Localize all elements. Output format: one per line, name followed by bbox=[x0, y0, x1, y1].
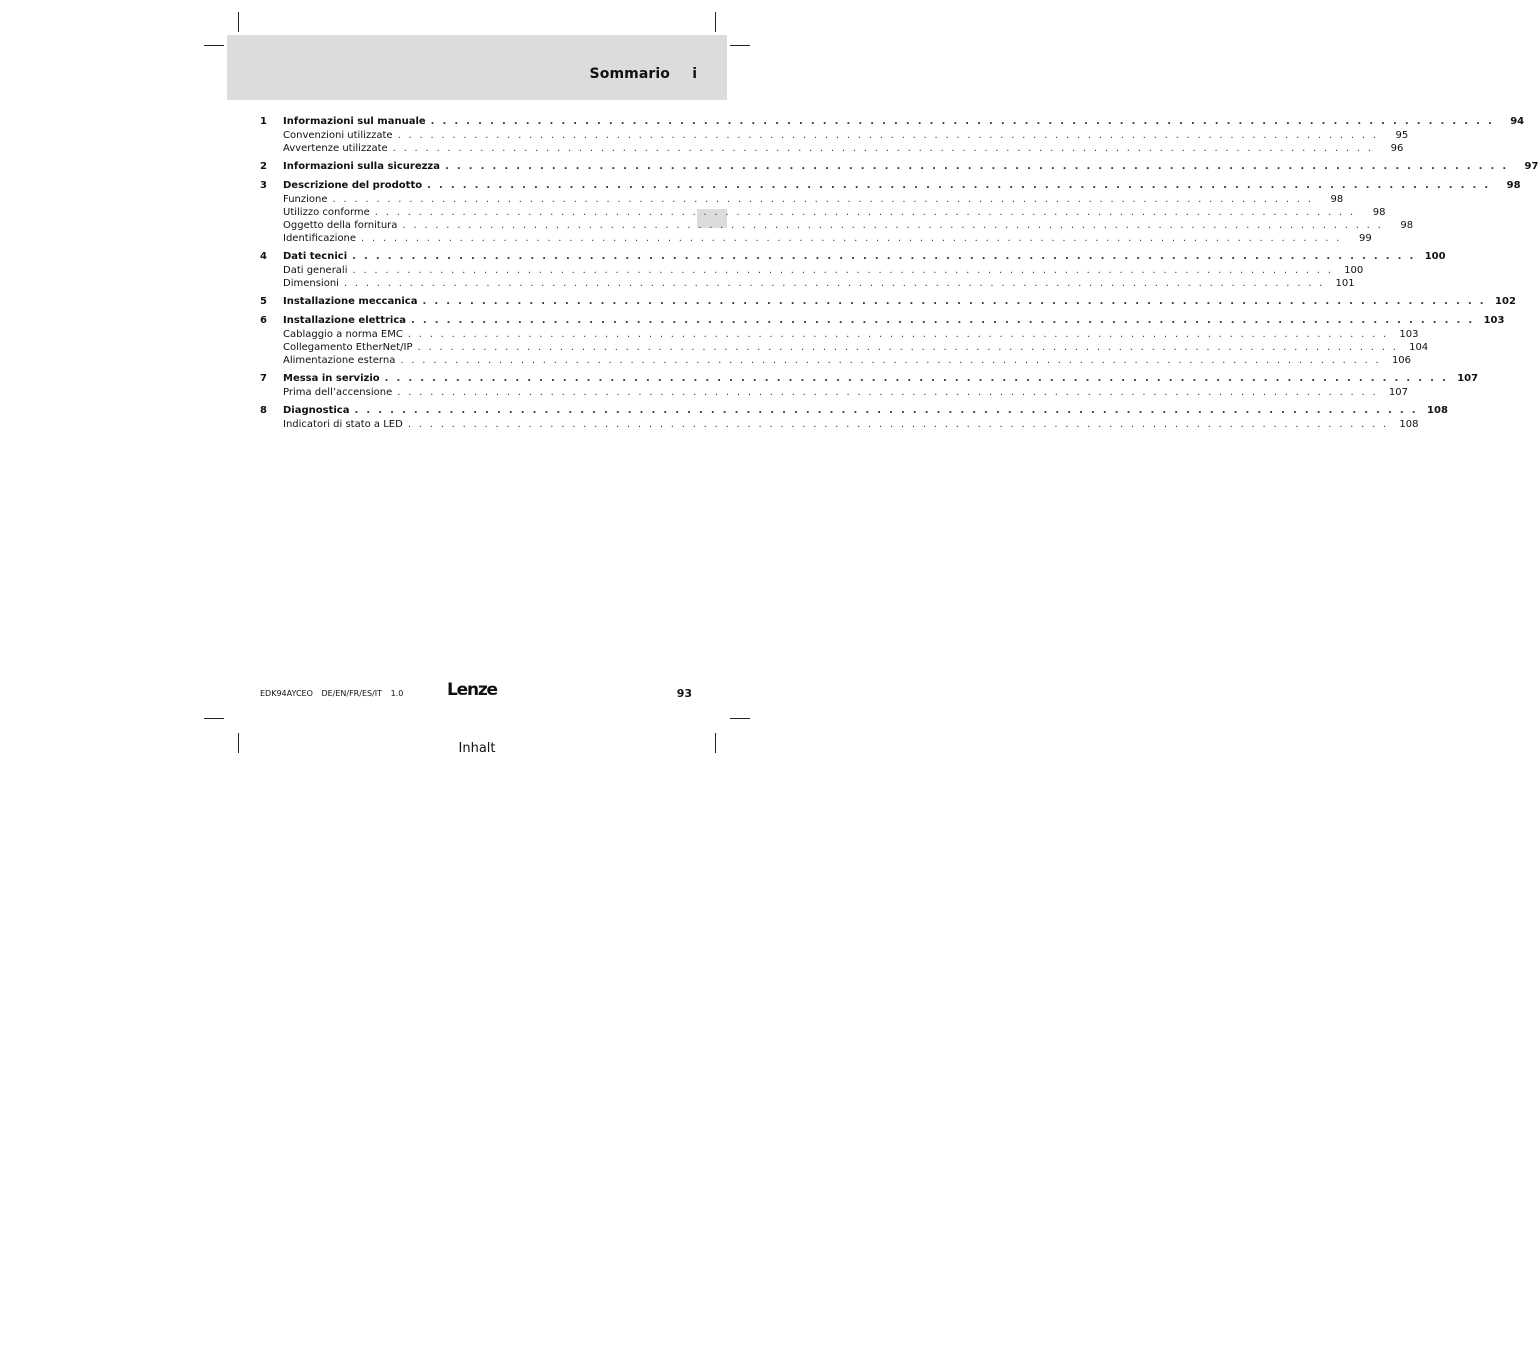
toc-entry-row[interactable] bbox=[260, 277, 1355, 290]
toc-title: Indicatori di stato a LED bbox=[283, 419, 403, 430]
dot-leader: . . . . . . . . . . . . . . . . . . . . . . . . . . . . . . . . . . . . . . . . . . . . . . . . . . . . . . . . . . . . . . . . . . . . . . . . . . . . . . . . . . . . . . . . . . bbox=[332, 194, 1314, 205]
toc-page: 106 bbox=[1391, 355, 1412, 366]
toc-chapter-row[interactable] bbox=[260, 294, 1516, 309]
doc-version: 1.0 bbox=[390, 689, 404, 698]
toc-entry-row[interactable] bbox=[260, 264, 1364, 277]
toc-page: 108 bbox=[1427, 405, 1448, 416]
toc-entry-row[interactable] bbox=[260, 142, 1404, 155]
dot-leader: . . . . . . . . . . . . . . . . . . . . . . . . . . . . . . . . . . . . . . . . . . . . . . . . . . . . . . . . . . . . . . . . . . . . . . . . . . . . . . . . . . . . . . . . . . bbox=[374, 207, 1356, 218]
toc-title: Installazione meccanica bbox=[283, 296, 418, 307]
toc-entry-row[interactable] bbox=[260, 386, 1408, 399]
toc-title: Funzione bbox=[283, 194, 328, 205]
toc-chapter-row[interactable] bbox=[260, 249, 1446, 264]
dot-leader: . . . . . . . . . . . . . . . . . . . . . . . . . . . . . . . . . . . . . . . . . . . . . . . . . . . . . . . . . . . . . . . . . . . . . . . . . . . . . . . . . . . . . . . . . . bbox=[411, 315, 1475, 326]
toc-title: Prima dell’accensione bbox=[283, 387, 393, 398]
lenze-logo: Lenze bbox=[447, 680, 497, 700]
dot-leader: . . . . . . . . . . . . . . . . . . . . . . . . . . . . . . . . . . . . . . . . . . . . . . . . . . . . . . . . . . . . . . . . . . . . . . . . . . . . . . . . . . . . . . . . . . bbox=[400, 355, 1382, 366]
dot-leader: . . . . . . . . . . . . . . . . . . . . . . . . . . . . . . . . . . . . . . . . . . . . . . . . . . . . . . . . . . . . . . . . . . . . . . . . . . . . . . . . . . . . . . . . . . bbox=[407, 329, 1389, 340]
dot-leader: . . . . . . . . . . . . . . . . . . . . . . . . . . . . . . . . . . . . . . . . . . . . . . . . . . . . . . . . . . . . . . . . . . . . . . . . . . . . . . . . . . . . . . . . . . bbox=[417, 342, 1399, 353]
page-title: Sommario bbox=[589, 66, 670, 82]
toc-chapter-row[interactable] bbox=[260, 313, 1505, 328]
toc-number: 4 bbox=[260, 251, 267, 262]
toc-number: 5 bbox=[260, 296, 267, 307]
toc-title: Oggetto della fornitura bbox=[283, 220, 398, 231]
toc-chapter-row[interactable] bbox=[260, 159, 1538, 174]
dot-leader: . . . . . . . . . . . . . . . . . . . . . . . . . . . . . . . . . . . . . . . . . . . . . . . . . . . . . . . . . . . . . . . . . . . . . . . . . . . . . . . . . . . . . . . . . . bbox=[352, 251, 1416, 262]
chapter-symbol: i bbox=[692, 66, 697, 82]
toc-chapter-row[interactable] bbox=[260, 371, 1479, 386]
toc-section bbox=[260, 114, 1525, 155]
toc-title: Utilizzo conforme bbox=[283, 207, 370, 218]
toc-page: 107 bbox=[1457, 373, 1479, 384]
toc-page: 101 bbox=[1335, 278, 1355, 289]
dot-leader: . . . . . . . . . . . . . . . . . . . . . . . . . . . . . . . . . . . . . . . . . . . . . . . . . . . . . . . . . . . . . . . . . . . . . . . . . . . . . . . . . . . . . . . . . . bbox=[430, 116, 1495, 127]
toc-entry-row[interactable] bbox=[260, 418, 1419, 431]
toc-page: 103 bbox=[1483, 315, 1505, 326]
toc-entry-row[interactable] bbox=[260, 328, 1419, 341]
toc-title: Descrizione del prodotto bbox=[283, 180, 423, 191]
toc-chapter-row[interactable] bbox=[260, 114, 1525, 129]
toc-section bbox=[260, 178, 1521, 245]
toc-number: 3 bbox=[260, 180, 267, 191]
toc-page: 98 bbox=[1330, 194, 1344, 205]
toc-entry-row[interactable] bbox=[260, 193, 1344, 206]
toc-page: 98 bbox=[1506, 180, 1521, 191]
toc-section bbox=[260, 371, 1479, 399]
toc-section bbox=[260, 294, 1516, 309]
page-number: 93 bbox=[676, 687, 692, 700]
toc-section bbox=[260, 249, 1446, 290]
document-code bbox=[260, 689, 409, 698]
toc-page: 100 bbox=[1424, 251, 1446, 262]
toc-page: 94 bbox=[1510, 116, 1525, 127]
header-band bbox=[227, 35, 727, 100]
toc-page: 96 bbox=[1390, 143, 1404, 154]
toc-number: 2 bbox=[260, 161, 267, 172]
toc-entry-row[interactable] bbox=[260, 341, 1429, 354]
dot-leader: . . . . . . . . . . . . . . . . . . . . . . . . . . . . . . . . . . . . . . . . . . . . . . . . . . . . . . . . . . . . . . . . . . . . . . . . . . . . . . . . . . . . . . . . . . bbox=[343, 278, 1325, 289]
toc-title: Collegamento EtherNet/IP bbox=[283, 342, 413, 353]
toc-entry-row[interactable] bbox=[260, 232, 1372, 245]
toc-title: Avvertenze utilizzate bbox=[283, 143, 388, 154]
toc-number: 8 bbox=[260, 405, 267, 416]
toc-page: 107 bbox=[1388, 387, 1408, 398]
crop-mark bbox=[238, 12, 239, 32]
toc-number: 6 bbox=[260, 315, 267, 326]
toc-title: Dimensioni bbox=[283, 278, 339, 289]
dot-leader: . . . . . . . . . . . . . . . . . . . . . . . . . . . . . . . . . . . . . . . . . . . . . . . . . . . . . . . . . . . . . . . . . . . . . . . . . . . . . . . . . . . . . . . . . . bbox=[361, 233, 1342, 244]
toc-section bbox=[260, 159, 1538, 174]
dot-leader: . . . . . . . . . . . . . . . . . . . . . . . . . . . . . . . . . . . . . . . . . . . . . . . . . . . . . . . . . . . . . . . . . . . . . . . . . . . . . . . . . . . . . . . . . . bbox=[354, 405, 1418, 416]
dot-leader: . . . . . . . . . . . . . . . . . . . . . . . . . . . . . . . . . . . . . . . . . . . . . . . . . . . . . . . . . . . . . . . . . . . . . . . . . . . . . . . . . . . . . . . . . . bbox=[384, 373, 1449, 384]
caption: Inhalt bbox=[458, 741, 496, 756]
crop-mark bbox=[730, 45, 750, 46]
toc-page: 102 bbox=[1495, 296, 1516, 307]
crop-mark bbox=[730, 718, 750, 719]
toc-title: Informazioni sul manuale bbox=[283, 116, 426, 127]
dot-leader: . . . . . . . . . . . . . . . . . . . . . . . . . . . . . . . . . . . . . . . . . . . . . . . . . . . . . . . . . . . . . . . . . . . . . . . . . . . . . . . . . . . . . . . . . . bbox=[427, 180, 1491, 191]
dot-leader: . . . . . . . . . . . . . . . . . . . . . . . . . . . . . . . . . . . . . . . . . . . . . . . . . . . . . . . . . . . . . . . . . . . . . . . . . . . . . . . . . . . . . . . . . . bbox=[422, 296, 1486, 307]
toc-entry-row[interactable] bbox=[260, 129, 1409, 142]
toc-title: Installazione elettrica bbox=[283, 315, 407, 326]
toc-title: Diagnostica bbox=[283, 405, 350, 416]
dot-leader: . . . . . . . . . . . . . . . . . . . . . . . . . . . . . . . . . . . . . . . . . . . . . . . . . . . . . . . . . . . . . . . . . . . . . . . . . . . . . . . . . . . . . . . . . . bbox=[402, 220, 1384, 231]
toc-page: 98 bbox=[1372, 207, 1386, 218]
dot-leader: . . . . . . . . . . . . . . . . . . . . . . . . . . . . . . . . . . . . . . . . . . . . . . . . . . . . . . . . . . . . . . . . . . . . . . . . . . . . . . . . . . . . . . . . . . bbox=[397, 130, 1379, 141]
toc-page: 97 bbox=[1524, 161, 1538, 172]
toc-page: 104 bbox=[1409, 342, 1429, 353]
toc-title: Alimentazione esterna bbox=[283, 355, 396, 366]
toc-title: Dati tecnici bbox=[283, 251, 348, 262]
toc-page: 98 bbox=[1400, 220, 1414, 231]
toc-number: 1 bbox=[260, 116, 267, 127]
dot-leader: . . . . . . . . . . . . . . . . . . . . . . . . . . . . . . . . . . . . . . . . . . . . . . . . . . . . . . . . . . . . . . . . . . . . . . . . . . . . . . . . . . . . . . . . . . bbox=[397, 387, 1378, 398]
toc-entry-row[interactable] bbox=[260, 354, 1412, 367]
toc-number: 7 bbox=[260, 373, 267, 384]
doc-languages: DE/EN/FR/ES/IT bbox=[321, 689, 383, 698]
toc-chapter-row[interactable] bbox=[260, 178, 1521, 193]
toc-entry-row[interactable] bbox=[260, 206, 1386, 219]
toc-title: Messa in servizio bbox=[283, 373, 380, 384]
crop-mark bbox=[204, 45, 224, 46]
table-of-contents bbox=[260, 114, 1538, 435]
toc-section bbox=[260, 403, 1448, 431]
toc-title: Identificazione bbox=[283, 233, 357, 244]
dot-leader: . . . . . . . . . . . . . . . . . . . . . . . . . . . . . . . . . . . . . . . . . . . . . . . . . . . . . . . . . . . . . . . . . . . . . . . . . . . . . . . . . . . . . . . . . . bbox=[407, 419, 1389, 430]
crop-mark bbox=[715, 12, 716, 32]
toc-title: Cablaggio a norma EMC bbox=[283, 329, 403, 340]
toc-page: 103 bbox=[1399, 329, 1419, 340]
toc-page: 95 bbox=[1395, 130, 1409, 141]
toc-title: Informazioni sulla sicurezza bbox=[283, 161, 440, 172]
toc-page: 108 bbox=[1399, 419, 1419, 430]
toc-page: 99 bbox=[1359, 233, 1372, 244]
toc-title: Convenzioni utilizzate bbox=[283, 130, 393, 141]
dot-leader: . . . . . . . . . . . . . . . . . . . . . . . . . . . . . . . . . . . . . . . . . . . . . . . . . . . . . . . . . . . . . . . . . . . . . . . . . . . . . . . . . . . . . . . . . . bbox=[392, 143, 1374, 154]
doc-code: EDK94AYCEO bbox=[260, 689, 313, 698]
toc-section bbox=[260, 313, 1505, 367]
crop-mark bbox=[204, 718, 224, 719]
toc-page: 100 bbox=[1344, 265, 1364, 276]
toc-entry-row[interactable] bbox=[260, 219, 1414, 232]
toc-title: Dati generali bbox=[283, 265, 348, 276]
toc-chapter-row[interactable] bbox=[260, 403, 1448, 418]
dot-leader: . . . . . . . . . . . . . . . . . . . . . . . . . . . . . . . . . . . . . . . . . . . . . . . . . . . . . . . . . . . . . . . . . . . . . . . . . . . . . . . . . . . . . . . . . . bbox=[445, 161, 1509, 172]
dot-leader: . . . . . . . . . . . . . . . . . . . . . . . . . . . . . . . . . . . . . . . . . . . . . . . . . . . . . . . . . . . . . . . . . . . . . . . . . . . . . . . . . . . . . . . . . . bbox=[352, 265, 1334, 276]
